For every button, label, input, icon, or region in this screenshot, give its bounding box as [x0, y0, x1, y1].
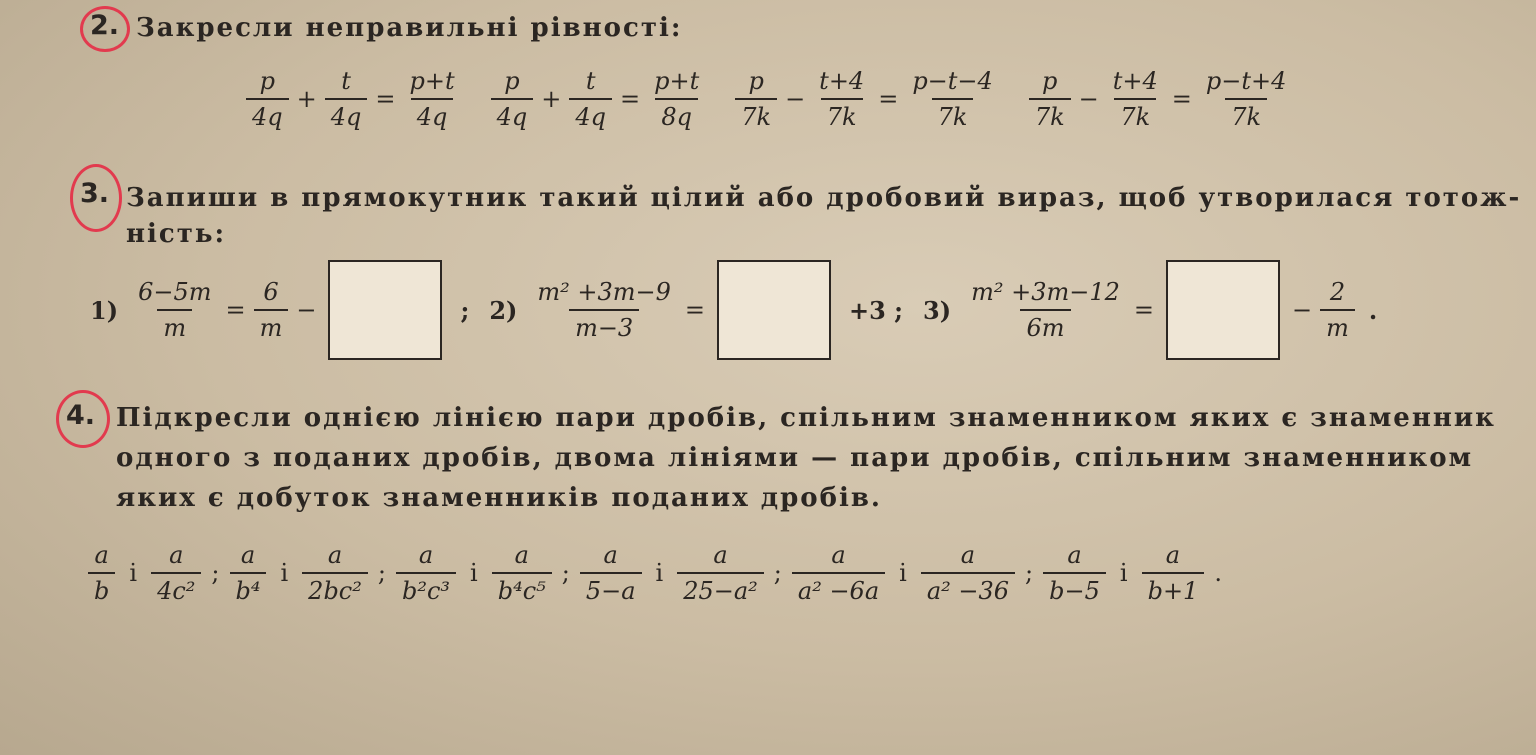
- task3-problems: [80, 258, 1387, 362]
- numerator: a: [240, 541, 256, 569]
- task3-instruction-line2: ність:: [126, 219, 227, 249]
- task3-instruction-line1: Запиши в прямокутник такий цілий або дробовий вираз, щоб утворилася тотож-: [126, 183, 1522, 213]
- equality-3[interactable]: [731, 66, 1003, 132]
- separator: ;: [561, 559, 570, 587]
- denominator: b²c³: [396, 572, 456, 606]
- numerator: p: [504, 67, 520, 95]
- operator-sign: −: [1078, 85, 1099, 113]
- plus-three: +3 ;: [849, 295, 904, 325]
- answer-box-3[interactable]: [1166, 260, 1280, 360]
- numerator: a: [1067, 541, 1082, 569]
- and-word: і: [129, 559, 138, 587]
- denominator: 7k: [821, 98, 863, 132]
- task4-fraction-pairs: [84, 540, 1228, 606]
- fraction: [1025, 66, 1075, 132]
- fraction-pair-1[interactable]: [84, 540, 226, 606]
- numerator: p−t+4: [1205, 67, 1287, 95]
- task2-equalities: [242, 66, 1318, 132]
- separator: ;: [1025, 559, 1034, 587]
- equality-1[interactable]: [242, 66, 465, 132]
- task2-number: 2.: [90, 10, 120, 41]
- denominator: b−5: [1043, 572, 1106, 606]
- fraction: [487, 66, 538, 132]
- equals-sign: =: [1133, 296, 1155, 324]
- equals-sign: =: [620, 85, 641, 113]
- fraction: $\frac{6}{m}$: [250, 277, 293, 343]
- task4-instruction-line2: одного з поданих дробів, двома лініями — пари дробів, спільним знаменником: [116, 443, 1474, 473]
- answer-box-1[interactable]: [328, 260, 442, 360]
- fraction: [917, 540, 1019, 606]
- task2-instruction: Закресли неправильні рівності:: [136, 13, 683, 43]
- equals-sign: =: [878, 85, 899, 113]
- equality-2[interactable]: [487, 66, 710, 132]
- denominator: 8q: [655, 98, 698, 132]
- numerator: p: [1042, 67, 1058, 95]
- equals-sign: =: [1171, 85, 1192, 113]
- operator-sign: +: [541, 85, 562, 113]
- minus-sign: −: [296, 296, 317, 324]
- numerator: t: [341, 67, 351, 95]
- denominator: a² −6a: [792, 572, 885, 606]
- operator-sign: −: [785, 85, 806, 113]
- separator: ;: [773, 559, 782, 587]
- fraction: [1196, 66, 1297, 132]
- numerator: a: [1165, 541, 1181, 569]
- numerator: p: [259, 67, 275, 95]
- denominator: b: [88, 572, 115, 606]
- numerator: a: [327, 541, 343, 569]
- denominator: 7k: [932, 98, 974, 132]
- problem3-label: 3): [923, 295, 952, 325]
- fraction: $\frac{\text{m² +3m−9}}{m-3}$: [537, 278, 671, 342]
- numerator: a: [418, 541, 434, 569]
- fraction: [1039, 540, 1110, 606]
- numerator: p+t: [654, 67, 700, 95]
- fraction: [576, 540, 646, 606]
- denominator: 4c²: [151, 572, 201, 606]
- equals-sign: =: [225, 296, 246, 324]
- numerator: a: [603, 541, 618, 569]
- task3-number: 3.: [80, 178, 110, 209]
- answer-box-2[interactable]: [717, 260, 831, 360]
- denominator: 4q: [411, 98, 454, 132]
- period: .: [1368, 295, 1378, 325]
- problem1-label: 1): [90, 295, 119, 325]
- equals-sign: =: [684, 296, 706, 324]
- numerator: p: [748, 67, 764, 95]
- fraction: [1138, 540, 1209, 606]
- fraction: [488, 540, 556, 606]
- numerator: t+4: [1112, 67, 1158, 95]
- fraction-pair-3[interactable]: [392, 540, 576, 606]
- denominator: 7k: [735, 98, 777, 132]
- fraction: [809, 66, 874, 132]
- task4-instruction-line3: яких є добуток знаменників поданих дробів.: [116, 483, 882, 513]
- fraction-pair-2[interactable]: [226, 540, 392, 606]
- numerator: p+t: [409, 67, 455, 95]
- numerator: a: [831, 541, 846, 569]
- denominator: 25−a²: [677, 572, 764, 606]
- operator-sign: +: [296, 85, 317, 113]
- fraction-pair-4[interactable]: [576, 540, 788, 606]
- fraction: [644, 66, 709, 132]
- numerator: t+4: [819, 67, 865, 95]
- fraction: [673, 540, 768, 606]
- denominator: b⁴c⁵: [492, 572, 552, 606]
- numerator: a: [713, 541, 728, 569]
- fraction: [84, 540, 119, 606]
- denominator: a² −36: [921, 572, 1015, 606]
- equals-sign: =: [375, 85, 396, 113]
- denominator: 5−a: [580, 572, 642, 606]
- denominator: 4q: [569, 98, 612, 132]
- denominator: 4q: [491, 98, 534, 132]
- denominator: b⁴: [230, 572, 267, 606]
- fraction: [400, 66, 465, 132]
- denominator: 7k: [1225, 98, 1267, 132]
- fraction: [147, 540, 205, 606]
- separator: ;: [460, 295, 470, 325]
- and-word: і: [655, 559, 664, 587]
- numerator: a: [514, 541, 529, 569]
- fraction: $\frac{6-5m}{m}$: [138, 278, 212, 342]
- fraction: [902, 66, 1003, 132]
- denominator: 7k: [1114, 98, 1156, 132]
- problem2-label: 2): [489, 295, 518, 325]
- separator: ;: [211, 559, 220, 587]
- fraction-pair-5[interactable]: [788, 540, 1039, 606]
- fraction: [242, 66, 293, 132]
- minus-sign: −: [1292, 296, 1313, 324]
- numerator: a: [169, 541, 184, 569]
- equality-4[interactable]: [1025, 66, 1297, 132]
- numerator: a: [960, 541, 976, 569]
- fraction: [392, 540, 460, 606]
- numerator: t: [585, 67, 596, 95]
- task4-instruction-line1: Підкресли однією лінією пари дробів, спільним знаменником яких є знаменник: [116, 403, 1496, 433]
- fraction: $\frac{\text{m² +3m−12}}{6m}$: [971, 278, 1120, 342]
- and-word: і: [899, 559, 907, 587]
- fraction: [731, 66, 781, 132]
- fraction: [226, 540, 271, 606]
- separator: ;: [377, 559, 386, 587]
- denominator: b+1: [1142, 572, 1205, 606]
- fraction: $\frac{2}{m}$: [1316, 277, 1359, 343]
- task4-number: 4.: [66, 400, 96, 431]
- denominator: 4q: [325, 98, 368, 132]
- and-word: і: [280, 559, 289, 587]
- denominator: 4q: [246, 98, 289, 132]
- fraction: [1103, 66, 1168, 132]
- numerator: a: [94, 541, 109, 569]
- denominator: 7k: [1029, 98, 1071, 132]
- numerator: p−t−4: [912, 67, 993, 95]
- fraction: [298, 540, 372, 606]
- fraction: [788, 540, 889, 606]
- fraction: [565, 66, 616, 132]
- fraction: [321, 66, 372, 132]
- denominator: 2bc²: [302, 572, 368, 606]
- and-word: і: [1119, 559, 1128, 587]
- separator: .: [1214, 559, 1222, 587]
- fraction-pair-6[interactable]: [1039, 540, 1228, 606]
- and-word: і: [470, 559, 478, 587]
